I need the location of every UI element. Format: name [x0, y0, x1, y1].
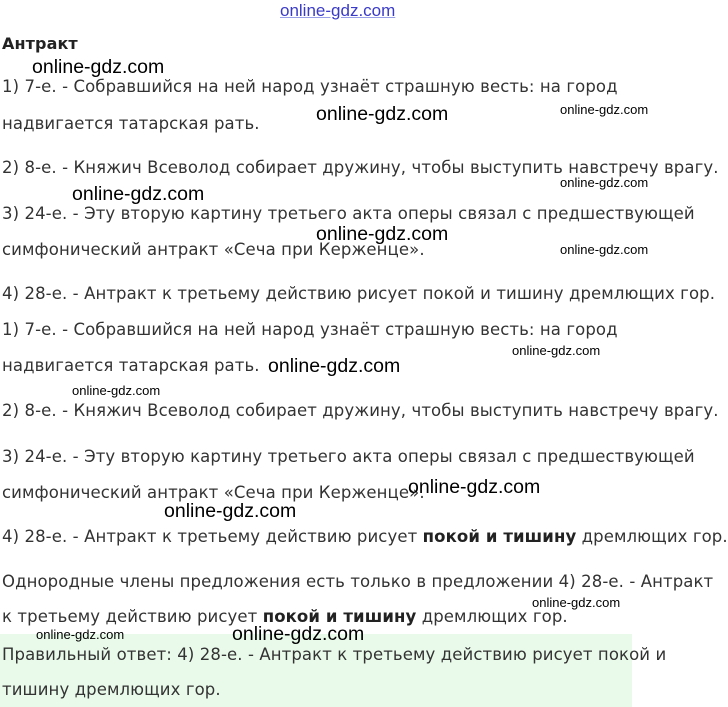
watermark: online-gdz.com [560, 102, 649, 117]
watermark: online-gdz.com [532, 595, 621, 610]
homogeneous-members: покой и тишину [422, 527, 577, 546]
text-line: надвигается татарская рать. [2, 114, 260, 133]
watermark: online-gdz.com [36, 627, 125, 642]
watermark: online-gdz.com [164, 500, 297, 522]
text-line: 2) 8-е. - Княжич Всеволод собирает дружину, чтобы выступить навстречу врагу. [2, 401, 719, 420]
watermark: online-gdz.com [316, 103, 449, 125]
text-line: 1) 7-е. - Собравшийся на ней народ узнаёт страшную весть: на город [2, 320, 618, 339]
text-line: симфонический антракт «Сеча при Керженце». [2, 483, 425, 502]
watermark: online-gdz.com [512, 343, 601, 358]
watermark: online-gdz.com [232, 623, 365, 645]
text-span: дремлющих гор. [416, 607, 568, 626]
watermark: online-gdz.com [560, 175, 649, 190]
text-line: 2) 8-е. - Княжич Всеволод собирает дружину, чтобы выступить навстречу врагу. [2, 158, 719, 177]
answer-line: Правильный ответ: 4) 28-е. - Антракт к третьему действию рисует покой и [2, 645, 667, 664]
watermark: online-gdz.com [408, 476, 541, 498]
section-title: Антракт [2, 34, 78, 53]
watermark: online-gdz.com [316, 223, 449, 245]
homogeneous-members: покой и тишину [262, 607, 417, 626]
text-span: дремлющих гор. [576, 527, 728, 546]
text-span: 4) 28-е. - Антракт к третьему действию рисует [2, 527, 423, 546]
watermark: online-gdz.com [560, 242, 649, 257]
watermark: online-gdz.com [72, 183, 205, 205]
text-span: к третьему действию рисует [2, 607, 263, 626]
watermark: online-gdz.com [72, 383, 161, 398]
text-line: 1) 7-е. - Собравшийся на ней народ узнаёт страшную весть: на город [2, 77, 618, 96]
text-line: 4) 28-е. - Антракт к третьему действию рисует покой и тишину дремлющих гор. [2, 284, 716, 303]
answer-line: тишину дремлющих гор. [2, 680, 221, 699]
watermark-header: online-gdz.com [280, 1, 396, 20]
text-line: 3) 24-е. - Эту вторую картину третьего акта оперы связал с предшествующей [2, 204, 695, 223]
conclusion-line: Однородные члены предложения есть только в предложении 4) 28-е. - Антракт [2, 572, 714, 591]
text-line: 3) 24-е. - Эту вторую картину третьего акта оперы связал с предшествующей [2, 447, 695, 466]
text-line: симфонический антракт «Сеча при Керженце». [2, 240, 425, 259]
watermark: online-gdz.com [268, 355, 401, 377]
text-line: надвигается татарская рать. [2, 356, 260, 375]
text-line-emphasis [2, 526, 728, 548]
watermark: online-gdz.com [32, 56, 165, 78]
